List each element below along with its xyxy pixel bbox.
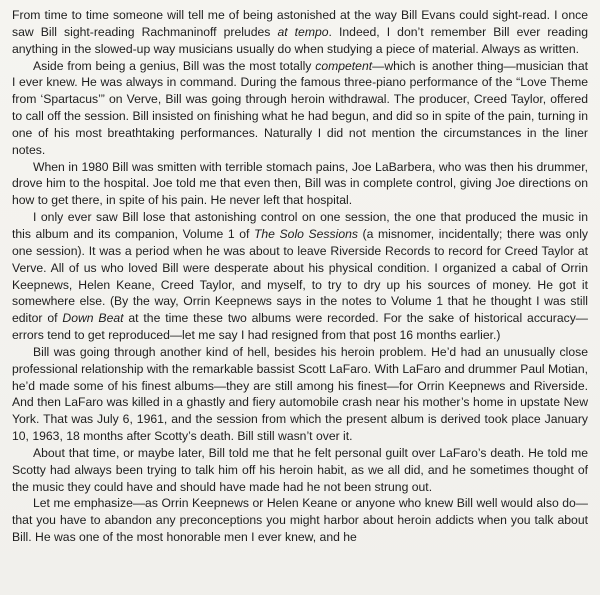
text-run: . Indeed, I don’t remember Bill ever reading anything in the slowed-up way musicians usually do when studying a piece of material. Always as written.	[12, 24, 589, 56]
paragraph-emphasize	[12, 495, 588, 546]
paragraph-sight-reading	[12, 7, 588, 58]
text-run: Bill was going through another kind of hell, besides his heroin problem. He’d had an unusually close professional relationship with the remarkable bassist Scott LaFaro. With LaFaro and drummer Paul Motian, he’d made some of his finest albums—they are still among his finest—for Orrin Keepnews and Riverside. And then LaFaro was killed in a ghastly and fiery automobile crash near his mother’s home in upstate New York. That was July 6, 1961, and the session from which the present album is derived took place January 10, 1963, 18 months after Scotty’s death. Bill still wasn’t over it.	[12, 344, 588, 444]
album-title: The Solo Sessions	[253, 226, 358, 241]
paragraph-lafaro	[12, 344, 588, 445]
italic-term: at tempo	[277, 24, 329, 39]
paragraph-hospital	[12, 159, 588, 210]
italic-term: competent	[315, 58, 373, 73]
text-run: Aside from being a genius, Bill was the most totally	[33, 58, 316, 73]
text-run: I only ever saw Bill lose that astonishing control on one session, the one that produced the music in this album and its companion, Volume 1 of	[12, 210, 588, 241]
text-run: (a misnomer, incidentally; there was only one session). It was a period when he was about to leave Riverside Records to record for Creed Taylor at Verve. All of us who loved Bill were desperate about his physical condition. I organized a cabal of Orrin Keepnews, Helen Keane, Creed Taylor, and myself, to try to dry up his sources of money. He got it somewhere else. (By the way, Orrin Keepnews says in the notes to Volume 1 that he thought I was still editor of	[12, 226, 589, 326]
paragraph-lost-control	[12, 209, 588, 344]
text-run: —which is another thing—musician that I ever knew. He was always in command. During the famous three-piano performance of the “Love Theme from ‘Spartacus’” on Verve, Bill was going through heroin withdrawal. The producer, Creed Taylor, offered to call off the session. Bill insisted on finishing what he had begun, and did so in spite of the pain, turning in one of his most breathtaking performances. Naturally I did not mention the circumstances in the liner notes.	[12, 58, 588, 157]
text-run: About that time, or maybe later, Bill told me that he felt personal guilt over LaFaro’s death. He told me Scotty had always been trying to talk him off his heroin habit, as we all did, and he sometimes thought of the music they could have and should have made had he not been strung out.	[12, 445, 588, 494]
text-run: Let me emphasize—as Orrin Keepnews or Helen Keane or anyone who knew Bill well would also do—that you have to abandon any preconceptions you might harbor about heroin addicts when you talk about Bill. He was one of the most honorable men I ever knew, and he	[12, 496, 588, 545]
text-run: From time to time someone will tell me of being astonished at the way Bill Evans could sight-read. I once saw Bill sight-reading Rachmaninoff preludes	[12, 8, 588, 39]
paragraph-guilt	[12, 445, 588, 496]
paragraph-competent	[12, 58, 588, 159]
text-run: at the time these two albums were recorded. For the sake of historical accuracy—errors tend to get reproduced—let me say I had resigned from that post 16 months earlier.)	[12, 311, 588, 343]
text-run: When in 1980 Bill was smitten with terrible stomach pains, Joe LaBarbera, who was then his drummer, drove him to the hospital. Joe told me that even then, Bill was in complete control, giving Joe directions on how to get there, in spite of his pain. He never left that hospital.	[12, 159, 588, 208]
magazine-title: Down Beat	[62, 311, 124, 326]
